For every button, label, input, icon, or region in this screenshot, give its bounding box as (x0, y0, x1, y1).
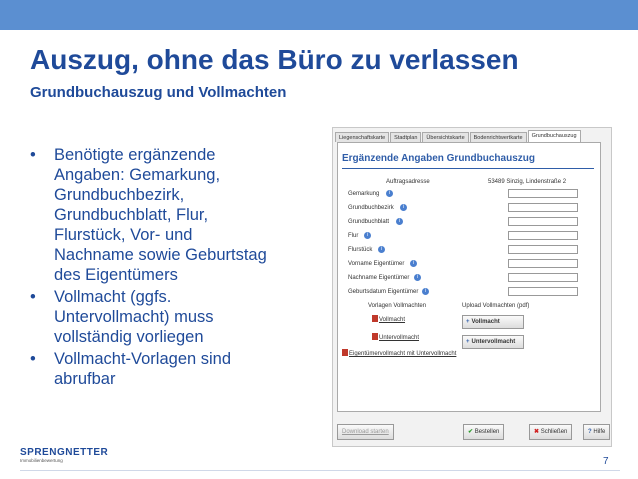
order-button[interactable]: ✔ Bestellen (463, 424, 504, 440)
info-icon[interactable]: i (364, 232, 371, 239)
close-button[interactable]: ✖ Schließen (529, 424, 572, 440)
divider (342, 168, 594, 169)
slide-top-bar (0, 0, 638, 30)
help-icon: ? (588, 429, 592, 435)
field-row-vorname (348, 259, 593, 269)
bullet-symbol: • (30, 146, 36, 164)
slide-subtitle: Grundbuchauszug und Vollmachten (30, 84, 287, 101)
grundbuchbezirk-input[interactable] (508, 203, 578, 212)
info-icon[interactable]: i (396, 218, 403, 225)
upload-untervollmacht-button[interactable]: + Untervollmacht (462, 335, 524, 349)
nachname-input[interactable] (508, 273, 578, 282)
check-icon: ✔ (468, 429, 474, 435)
grundbuchblatt-input[interactable] (508, 217, 578, 226)
download-button[interactable]: Download starten (337, 424, 394, 440)
info-icon[interactable]: i (378, 246, 385, 253)
panel-heading: Ergänzende Angaben Grundbuchauszug (342, 153, 535, 164)
tab-liegenschaftskarte[interactable]: Liegenschaftskarte (335, 132, 389, 142)
footer-divider (20, 470, 620, 471)
field-label: Flurstück (348, 247, 373, 253)
plus-icon: + (466, 319, 470, 325)
company-logo (20, 447, 108, 463)
info-icon[interactable]: i (400, 204, 407, 211)
tab-bodenrichtwertkarte[interactable]: Bodenrichtwertkarte (470, 132, 527, 142)
slide-title: Auszug, ohne das Büro zu verlassen (30, 44, 519, 75)
grundbuch-panel (337, 142, 601, 412)
logo-tagline: Immobilienbewertung (20, 458, 63, 463)
geburtsdatum-input[interactable] (508, 287, 578, 296)
info-icon[interactable]: i (410, 260, 417, 267)
pdf-icon (372, 315, 378, 322)
address-value: 53489 Sinzig, Lindenstraße 2 (488, 179, 567, 185)
upload-vollmacht-button[interactable]: + Vollmacht (462, 315, 524, 329)
pdf-icon (372, 333, 378, 340)
logo-name: SPRENGNETTER (20, 447, 109, 458)
tab-stadtplan[interactable]: Stadtplan (390, 132, 421, 142)
bullet-list (30, 145, 320, 391)
bullet-text: Vollmacht (ggfs. Untervollmacht) muss vollständig vorliegen (54, 288, 214, 346)
address-label: Auftragsadresse (386, 179, 430, 185)
field-label: Flur (348, 233, 359, 239)
field-label: Geburtsdatum Eigentümer (348, 289, 419, 295)
vorname-input[interactable] (508, 259, 578, 268)
field-row-nachname (348, 273, 593, 283)
application-window (332, 127, 612, 447)
untervollmacht-template-link[interactable]: Untervollmacht (372, 333, 419, 341)
field-label: Gemarkung (348, 191, 380, 197)
tab-uebersichtskarte[interactable]: Übersichtskarte (422, 132, 468, 142)
field-label: Vorname Eigentümer (348, 261, 405, 267)
field-row-grundbuchblatt (348, 217, 593, 227)
upload-label: Upload Vollmachten (pdf) (462, 303, 530, 309)
field-row-gemarkung (348, 189, 593, 199)
field-row-grundbuchbezirk (348, 203, 593, 213)
field-label: Grundbuchblatt (348, 219, 390, 225)
bullet-symbol: • (30, 350, 36, 368)
flurstueck-input[interactable] (508, 245, 578, 254)
bullet-text: Vollmacht-Vorlagen sind abrufbar (54, 350, 232, 388)
bullet-item (30, 287, 320, 347)
info-icon[interactable]: i (386, 190, 393, 197)
plus-icon: + (466, 339, 470, 345)
field-label: Grundbuchbezirk (348, 205, 394, 211)
vollmacht-template-link[interactable]: Vollmacht (372, 315, 405, 323)
tab-bar (335, 130, 582, 142)
bullet-text: Benötigte ergänzende Angaben: Gemarkung, Grundbuchbezirk, Grundbuchblatt, Flur, Flurstück, Vor- und Nachname sowie Geburtstag des Eigentümers (54, 146, 267, 284)
bullet-symbol: • (30, 288, 36, 306)
close-icon: ✖ (534, 429, 540, 435)
field-row-geburtsdatum (348, 287, 593, 297)
pdf-icon (342, 349, 348, 356)
templates-label: Vorlagen Vollmachten (368, 303, 427, 309)
button-bar (333, 418, 611, 446)
field-row-flur (348, 231, 593, 241)
page-number: 7 (603, 456, 609, 467)
bullet-item (30, 145, 320, 285)
tab-grundbuchauszug[interactable]: Grundbuchauszug (528, 130, 581, 142)
gemarkung-input[interactable] (508, 189, 578, 198)
eigentuemervollmacht-template-link[interactable]: Eigentümervollmacht mit Untervollmacht (342, 349, 456, 357)
field-label: Nachname Eigentümer (348, 275, 410, 281)
flur-input[interactable] (508, 231, 578, 240)
field-row-flurstueck (348, 245, 593, 255)
info-icon[interactable]: i (414, 274, 421, 281)
info-icon[interactable]: i (422, 288, 429, 295)
bullet-item (30, 349, 320, 389)
help-button[interactable]: ? Hilfe (583, 424, 610, 440)
